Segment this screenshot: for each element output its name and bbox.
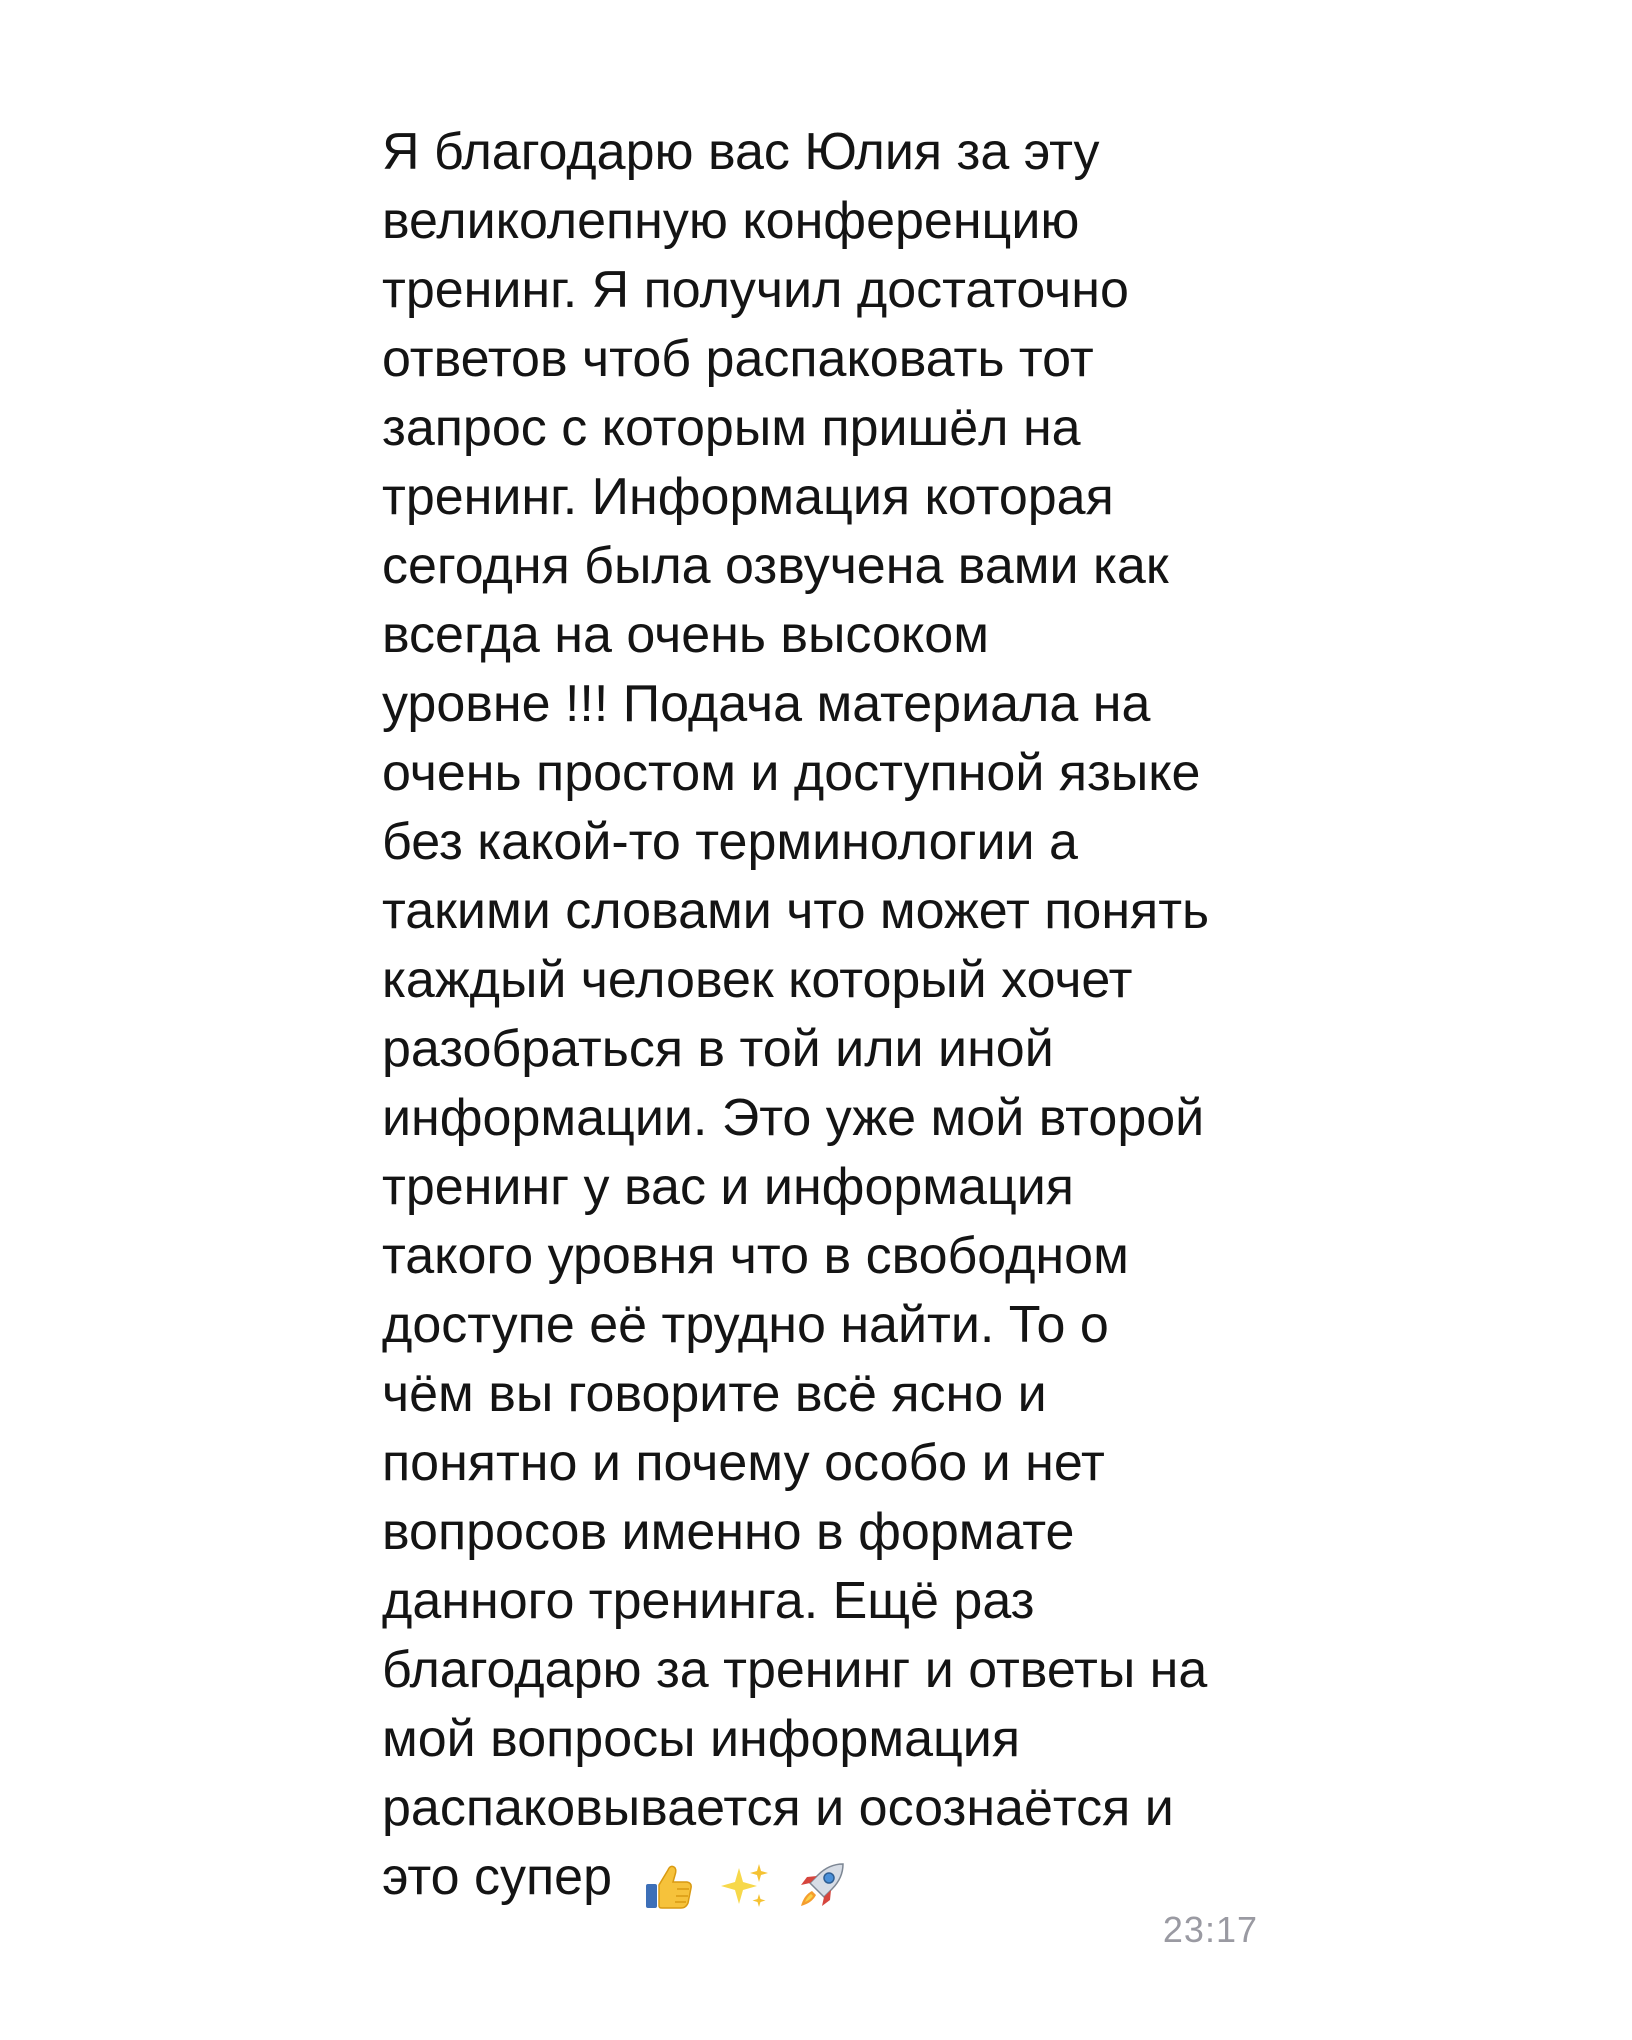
message-timestamp: 23:17 [1162,1909,1258,1950]
message-line: каждый человек который хочет [382,951,1133,1009]
message-bubble[interactable] [382,122,1342,1952]
message-line: информации. Это уже мой второй [382,1089,1205,1147]
message-line: распаковывается и осознаётся и [382,1779,1174,1837]
message-line: тренинг. Я получил достаточно [382,261,1129,319]
message-line: мой вопросы информация [382,1710,1020,1768]
message-line: без какой-то терминологии а [382,813,1078,871]
emoji-row [640,1853,855,1914]
message-line: такого уровня что в свободном [382,1227,1129,1285]
thumbs-up-icon [640,1858,696,1914]
rocket-icon [793,1858,849,1914]
message-line: запрос с которым пришёл на [382,399,1081,457]
message-line: доступе её трудно найти. То о [382,1296,1109,1354]
sparkles-icon [717,1858,773,1914]
message-line: тренинг у вас и информация [382,1158,1074,1216]
message-line: вопросов именно в формате [382,1503,1075,1561]
message-line: ответов чтоб распаковать тот [382,330,1094,388]
message-line: данного тренинга. Ещё раз [382,1572,1035,1630]
message-line: это супер [382,1848,612,1906]
message-line: очень простом и доступной языке [382,744,1201,802]
message-line: уровне !!! Подача материала на [382,675,1151,733]
message-line: тренинг. Информация которая [382,468,1114,526]
message-line: благодарю за тренинг и ответы на [382,1641,1208,1699]
message-line: такими словами что может понять [382,882,1210,940]
message-line: чём вы говорите всё ясно и [382,1365,1047,1423]
message-last-line [382,1847,855,1914]
message-line: разобраться в той или иной [382,1020,1054,1078]
message-line: сегодня была озвучена вами как [382,537,1169,595]
message-line: великолепную конференцию [382,192,1080,250]
message-line: всегда на очень высоком [382,606,989,664]
message-line: понятно и почему особо и нет [382,1434,1105,1492]
message-line: Я благодарю вас Юлия за эту [382,123,1100,181]
